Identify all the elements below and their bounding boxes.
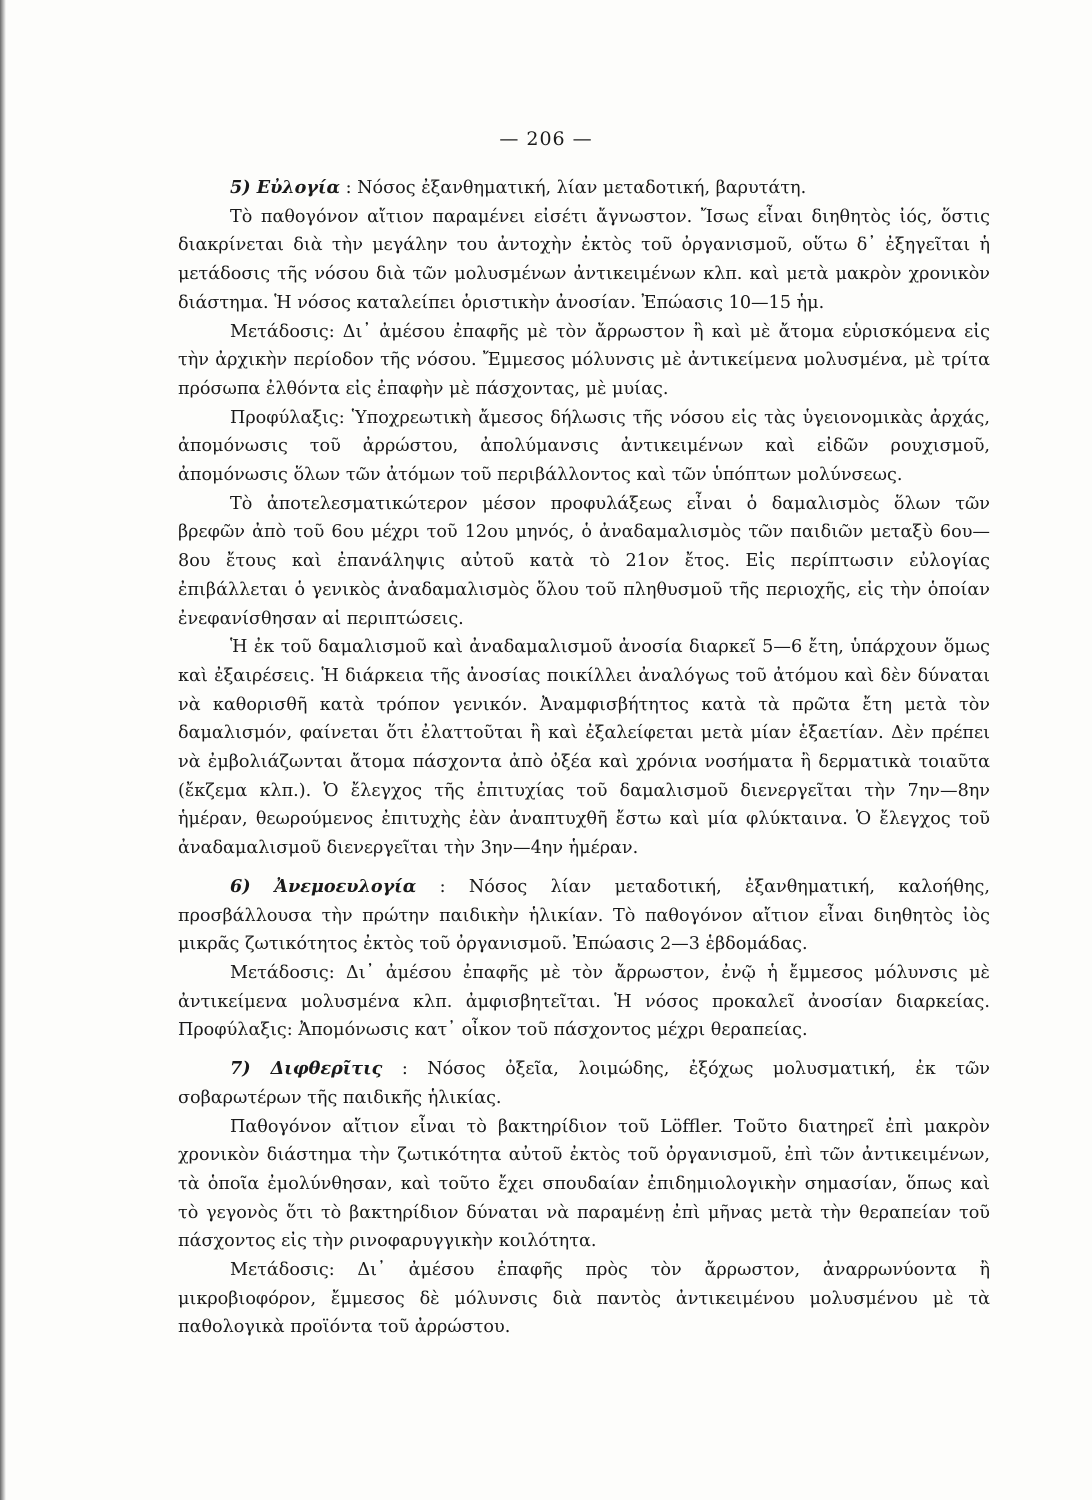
page-number: — 206 — xyxy=(499,128,593,150)
section-5-paragraph: Μετάδοσις: Δι᾽ ἀμέσου ἐπαφῆς μὲ τὸν ἄρρωστον ἢ καὶ μὲ ἄτομα εὑρισκόμενα εἰς τὴν ἀρχικὴν περίοδον τῆς νόσου. Ἔμμεσος μόλυνσις μὲ ἀντικείμενα μολυσμένα, μὲ τρίτα πρόσωπα ἐλθόντα εἰς ἐπαφὴν μὲ πάσχοντας, μὲ μυίας. xyxy=(178,321,990,399)
section-5-paragraph: Προφύλαξις: Ὑποχρεωτικὴ ἄμεσος δήλωσις τῆς νόσου εἰς τὰς ὑγειονομικὰς ἀρχάς, ἀπομόνωσις τοῦ ἀρρώστου, ἀπολύμανσις ἀντικειμένων καὶ εἰδῶν ρουχισμοῦ, ἀπομόνωσις ὅλων τῶν ἀτόμων τοῦ περιβάλλοντος καὶ τῶν ὑπόπτων μολύνσεως. xyxy=(178,407,990,486)
page-body xyxy=(178,174,990,1342)
section-5-paragraph: Τὸ παθογόνον αἴτιον παραμένει εἰσέτι ἄγνωστον. Ἴσως εἶναι διηθητὸς ἰός, ὅστις διακρίνεται διὰ τὴν μεγάλην του ἀντοχὴν ἐκτὸς τοῦ ὀργανισμοῦ, οὕτω δ᾽ ἐξηγεῖται ἡ μετάδοσις τῆς νόσου διὰ τῶν μολυσμένων ἀντικειμένων κλπ. καὶ μετὰ μακρὸν χρονικὸν διάστημα. Ἡ νόσος καταλείπει ὁριστικὴν ἀνοσίαν. Ἐπώασις 10—15 ἡμ. xyxy=(178,206,990,313)
section-6-heading: 6) Ἀνεμοευλογία xyxy=(230,875,417,897)
section-5-definition: : Νόσος ἐξανθηματική, λίαν μεταδοτική, βαρυτάτη. xyxy=(340,178,807,198)
section-7-heading: 7) Διφθερῖτις xyxy=(230,1058,383,1080)
section-6-intro xyxy=(178,873,990,959)
section-7-intro xyxy=(178,1055,990,1112)
section-7-paragraph: Μετάδοσις: Δι᾽ ἀμέσου ἐπαφῆς πρὸς τὸν ἄρρωστον, ἀναρρωνύοντα ἢ μικροβιοφόρον, ἔμμεσος δὲ μόλυνσις διὰ παντὸς ἀντικειμένου μολυσμένου μὲ τὰ παθολογικὰ προϊόντα τοῦ ἀρρώστου. xyxy=(178,1260,990,1338)
section-5-paragraph: Ἡ ἐκ τοῦ δαμαλισμοῦ καὶ ἀναδαμαλισμοῦ ἀνοσία διαρκεῖ 5—6 ἔτη, ὑπάρχουν ὅμως καὶ ἐξαιρέσεις. Ἡ διάρκεια τῆς ἀνοσίας ποικίλλει ἀναλόγως τοῦ ἀτόμου καὶ δὲν δύναται νὰ καθορισθῆ κατὰ τρόπον γενικόν. Ἀναμφισβήτητος κατὰ τὰ πρῶτα ἔτη μετὰ τὸν δαμαλισμόν, φαίνεται ὅτι ἐλαττοῦται ἢ καὶ ἐξαλείφεται μετὰ μίαν ἑξαετίαν. Δὲν πρέπει νὰ ἐμβολιάζωνται ἄτομα πάσχοντα ἀπὸ ὀξέα καὶ χρόνια νοσήματα ἢ δερματικὰ τοιαῦτα (ἔκζεμα κλπ.). Ὁ ἔλεγχος τῆς ἐπιτυχίας τοῦ δαμαλισμοῦ διενεργεῖται τὴν 7ην—8ην ἡμέραν, θεωρούμενος ἐπιτυχὴς ἐὰν ἀναπτυχθῆ ἔστω καὶ μία φλύκταινα. Ὁ ἔλεγχος τοῦ ἀναδαμαλισμοῦ διενεργεῖται τὴν 3ην—4ην ἡμέραν. xyxy=(178,637,990,859)
section-6-paragraph: Μετάδοσις: Δι᾽ ἀμέσου ἐπαφῆς μὲ τὸν ἄρρωστον, ἐνῷ ἡ ἔμμεσος μόλυνσις μὲ ἀντικείμενα μολυσμένα κλπ. ἀμφισβητεῖται. Ἡ νόσος προκαλεῖ ἀνοσίαν διαρκείας. Προφύλαξις: Ἀπομόνωσις κατ᾽ οἶκον τοῦ πάσχοντος μέχρι θεραπείας. xyxy=(178,962,990,1041)
section-5-heading: 5) Εὐλογία xyxy=(230,177,341,198)
section-7-definition: : Νόσος ὀξεῖα, λοιμώδης, ἐξόχως μολυσματική, ἐκ τῶν σοβαρωτέρων τῆς παιδικῆς ἡλικίας. xyxy=(178,1059,990,1108)
section-5-paragraph: Τὸ ἀποτελεσματικώτερον μέσον προφυλάξεως εἶναι ὁ δαμαλισμὸς ὅλων τῶν βρεφῶν ἀπὸ τοῦ 6ου μέχρι τοῦ 12ου μηνός, ὁ ἀναδαμαλισμὸς τῶν παιδιῶν μεταξὺ 6ου—8ου ἔτους καὶ ἐπανάληψις αὐτοῦ κατὰ τὸ 21ον ἔτος. Εἰς περίπτωσιν εὐλογίας ἐπιβάλλεται ὁ γενικὸς ἀναδαμαλισμὸς ὅλου τοῦ πληθυσμοῦ τῆς περιοχῆς, εἰς τὴν ὁποίαν ἐνεφανίσθησαν αἱ περιπτώσεις. xyxy=(178,493,990,629)
section-6-definition: : Νόσος λίαν μεταδοτική, ἐξανθηματική, καλοήθης, προσβάλλουσα τὴν πρώτην παιδικὴν ἡλικίαν. Τὸ παθογόνον αἴτιον εἶναι διηθητὸς ἰὸς μικρᾶς ζωτικότητος ἐκτὸς τοῦ ὀργανισμοῦ. Ἐπώασις 2—3 ἑβδομάδας. xyxy=(178,876,990,955)
section-7-paragraph: Παθογόνον αἴτιον εἶναι τὸ βακτηρίδιον τοῦ Löffler. Τοῦτο διατηρεῖ ἐπὶ μακρὸν χρονικὸν διάστημα τὴν ζωτικότητα αὐτοῦ ἐκτὸς τοῦ ὀργανισμοῦ, ἐπὶ τῶν ἀντικειμένων, τὰ ὁποῖα ἐμολύνθησαν, καὶ τοῦτο ἔχει σπουδαίαν ἐπιδημιολογικὴν σημασίαν, ὅπως καὶ τὸ γεγονὸς ὅτι τὸ βακτηρίδιον δύναται νὰ παραμένῃ ἐπὶ μῆνας μετὰ τὴν θεραπείαν τοῦ πάσχοντος εἰς τὴν ρινοφαρυγγικὴν κοιλότητα. xyxy=(178,1116,990,1252)
section-5-intro xyxy=(178,174,990,203)
scan-edge-shadow xyxy=(0,0,6,1500)
